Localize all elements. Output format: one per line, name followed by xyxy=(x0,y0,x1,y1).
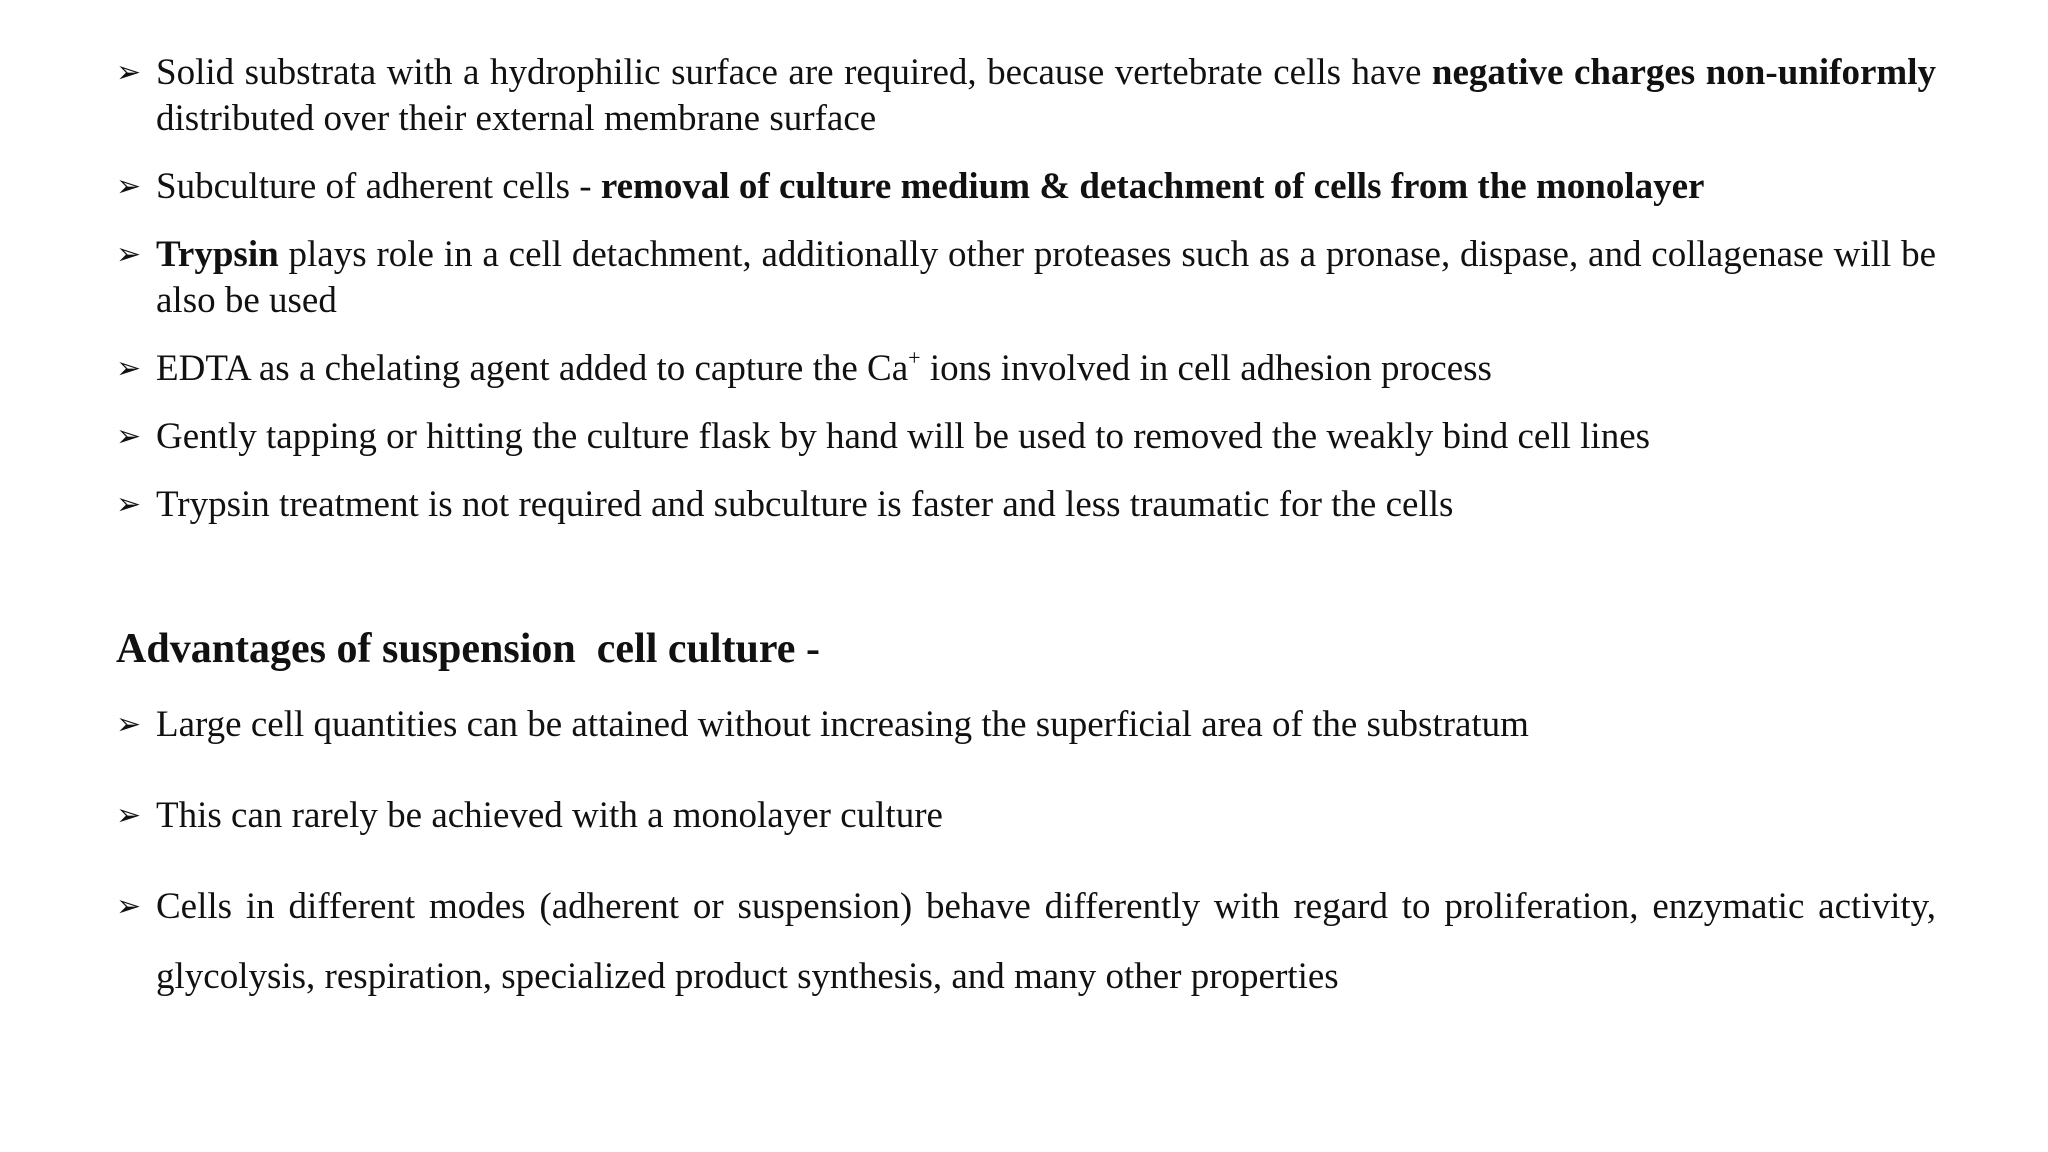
item-text-bold: removal of culture medium & detachment of cells from the monolayer xyxy=(600,166,1705,207)
list-item xyxy=(116,50,1936,142)
adherent-culture-list xyxy=(116,50,1936,550)
item-text-bold: Trypsin xyxy=(156,234,279,275)
item-text: Large cell quantities can be attained without increasing the superficial area of the substratum xyxy=(156,704,1529,745)
item-text: Subculture of adherent cells - xyxy=(156,166,601,207)
arrowhead-bullet-icon: ➢ xyxy=(116,419,142,454)
item-text: Cells in different modes (adherent or suspension) behave differently with regard to proliferation, enzymatic activity, glycolysis, respiration, specialized product synthesis, and many other properties xyxy=(156,886,1936,997)
item-text: Solid substrata with a hydrophilic surface are required, because vertebrate cells have xyxy=(156,52,1432,93)
item-text: EDTA as a chelating agent added to capture the Ca xyxy=(156,348,909,389)
list-item xyxy=(116,232,1936,324)
list-item xyxy=(116,872,1936,1012)
list-item xyxy=(116,702,1936,748)
superscript-plus: + xyxy=(908,344,921,370)
arrowhead-bullet-icon: ➢ xyxy=(116,55,142,90)
list-item xyxy=(116,793,1936,839)
arrowhead-bullet-icon: ➢ xyxy=(116,707,142,742)
list-item xyxy=(116,414,1936,460)
item-text: Gently tapping or hitting the culture flask by hand will be used to removed the weakly bind cell lines xyxy=(156,416,1651,457)
arrowhead-bullet-icon: ➢ xyxy=(116,889,142,924)
arrowhead-bullet-icon: ➢ xyxy=(116,351,142,386)
arrowhead-bullet-icon: ➢ xyxy=(116,798,142,833)
list-item xyxy=(116,346,1936,392)
arrowhead-bullet-icon: ➢ xyxy=(116,487,142,522)
item-text: Trypsin treatment is not required and subculture is faster and less traumatic for the cells xyxy=(156,484,1454,525)
item-text: distributed over their external membrane surface xyxy=(156,98,877,139)
arrowhead-bullet-icon: ➢ xyxy=(116,169,142,204)
section-heading: Advantages of suspension cell culture - xyxy=(116,626,820,672)
item-text-bold: negative charges non-uniformly xyxy=(1431,52,1936,93)
suspension-advantages-list xyxy=(116,702,1936,1057)
item-text: This can rarely be achieved with a monolayer culture xyxy=(156,795,943,836)
arrowhead-bullet-icon: ➢ xyxy=(116,237,142,272)
list-item xyxy=(116,164,1936,210)
item-text: ions involved in cell adhesion process xyxy=(920,348,1492,389)
list-item xyxy=(116,482,1936,528)
item-text: plays role in a cell detachment, additionally other proteases such as a pronase, dispase, and collagenase will be also be used xyxy=(156,234,1936,321)
